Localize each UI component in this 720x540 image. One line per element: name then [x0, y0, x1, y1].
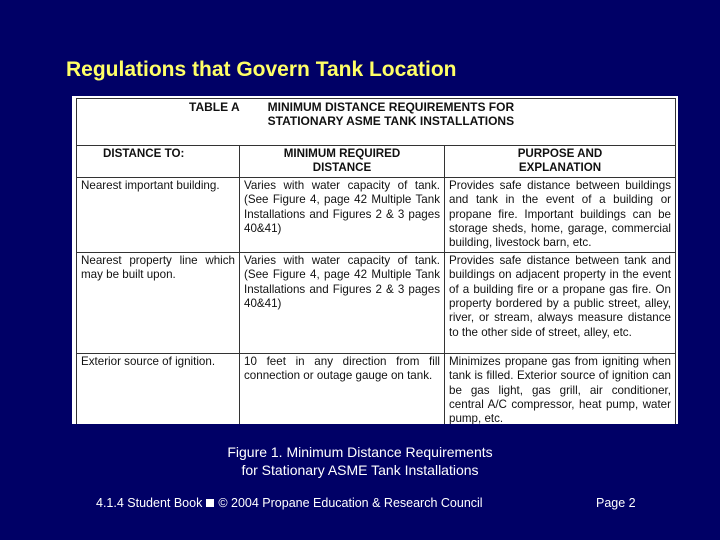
cell-minimum-distance: 10 feet in any direction from fill connection or outage gauge on tank. — [240, 353, 445, 424]
figure-caption — [0, 443, 720, 479]
table-row — [77, 177, 676, 252]
distance-table — [76, 98, 676, 424]
footer-book-ref: 4.1.4 Student Book — [96, 496, 203, 510]
cell-purpose: Minimizes propane gas from igniting when tank is filled. Exterior source of ignition can be gas light, gas grill, air conditioner, central A/C compressor, heat pump, water pump, etc. — [445, 353, 676, 424]
caption-line-2: for Stationary ASME Tank Installations — [241, 462, 479, 478]
footer-copyright: © 2004 Propane Education & Research Council — [218, 496, 483, 510]
caption-line-1: Figure 1. Minimum Distance Requirements — [227, 444, 493, 460]
cell-distance-to: Nearest property line which may be built upon. — [77, 252, 240, 353]
footer — [96, 496, 483, 510]
table-header-row — [77, 146, 676, 178]
cell-distance-to: Exterior source of ignition. — [77, 353, 240, 424]
cell-minimum-distance: Varies with water capacity of tank. (See Figure 4, page 42 Multiple Tank Installations and Figures 2 & 3 pages 40&41) — [240, 177, 445, 252]
page-number: Page 2 — [596, 496, 636, 510]
cell-purpose: Provides safe distance between tank and buildings on adjacent property in the event of a building fire or a propane gas fire. On property bordered by a public street, alley, river, or stream, always measure distance to the other side of street, alley, etc. — [445, 252, 676, 353]
cell-purpose: Provides safe distance between buildings and tank in the event of a building or propane fire. Important buildings can be storage sheds, home, garage, commercial building, livestock barn, etc. — [445, 177, 676, 252]
table-row — [77, 252, 676, 353]
table-title-cell — [77, 99, 676, 146]
cell-minimum-distance: Varies with water capacity of tank. (See Figure 4, page 42 Multiple Tank Installations and Figures 2 & 3 pages 40&41) — [240, 252, 445, 353]
header-purpose: PURPOSE AND EXPLANATION — [445, 146, 676, 178]
table-figure — [72, 96, 678, 424]
table-title: MINIMUM DISTANCE REQUIREMENTS FOR STATIONARY ASME TANK INSTALLATIONS — [267, 100, 515, 128]
square-bullet-icon — [206, 499, 214, 507]
cell-distance-to: Nearest important building. — [77, 177, 240, 252]
table-row — [77, 353, 676, 424]
table-title-row — [77, 99, 676, 146]
slide-title: Regulations that Govern Tank Location — [66, 58, 457, 81]
header-distance-to: DISTANCE TO: — [77, 146, 240, 178]
table-label: TABLE A — [189, 100, 240, 114]
header-minimum-distance: MINIMUM REQUIRED DISTANCE — [240, 146, 445, 178]
